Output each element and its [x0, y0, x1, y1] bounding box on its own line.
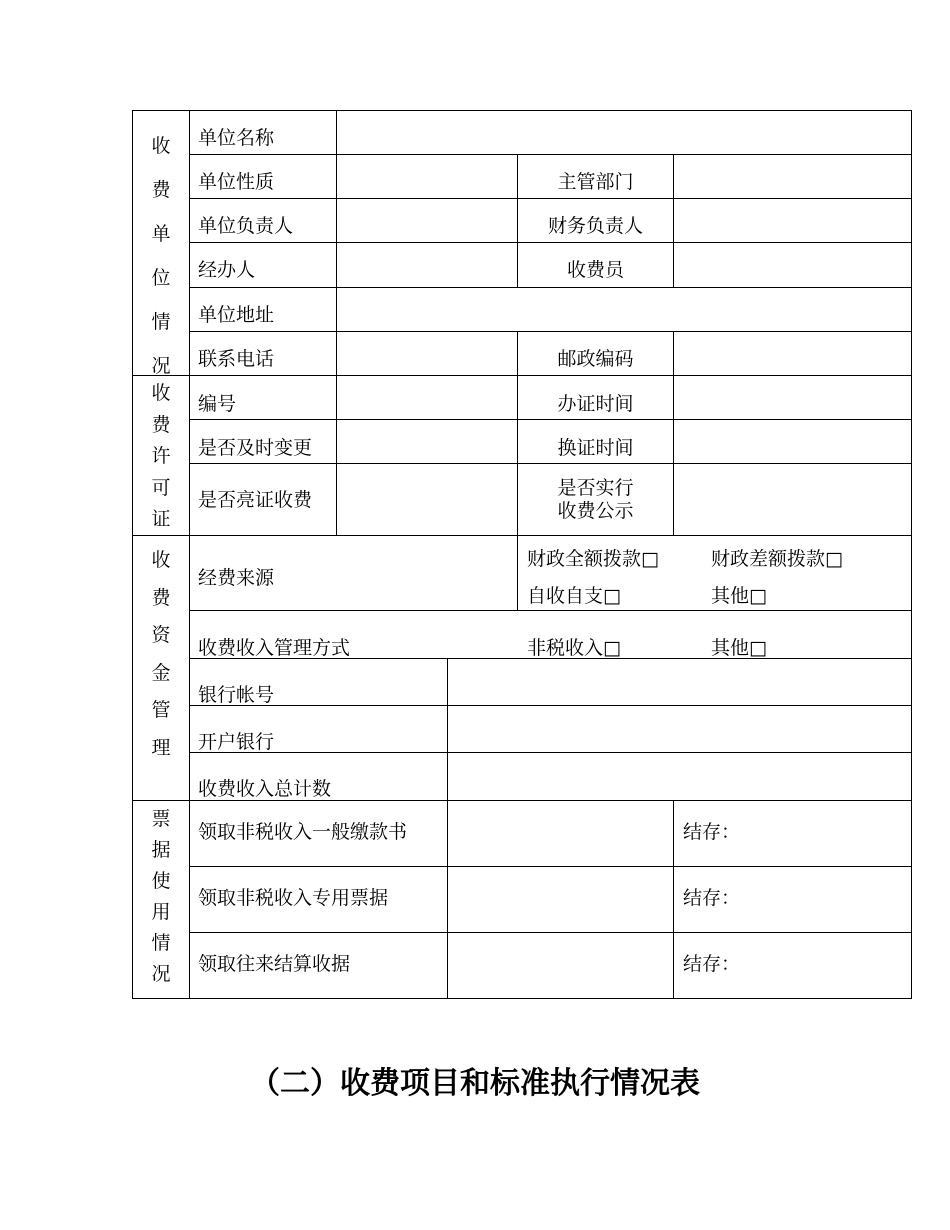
side-char: 况 — [151, 963, 171, 985]
table-border-top — [132, 110, 912, 111]
collector-label: 收费员 — [566, 259, 624, 281]
public-notice-label-line1: 是否实行 — [557, 477, 634, 499]
side-char: 许 — [151, 445, 171, 467]
bank-label: 开户银行 — [198, 731, 275, 753]
row-line — [189, 242, 912, 243]
unit-nature-label: 单位性质 — [198, 171, 275, 193]
col-line — [673, 154, 674, 287]
side-char: 使 — [151, 870, 171, 892]
side-char: 用 — [151, 901, 171, 923]
revenue-total-label: 收费收入总计数 — [198, 778, 332, 800]
supervising-dept-label: 主管部门 — [557, 171, 634, 193]
row-line — [189, 932, 912, 933]
side-label-bills — [150, 804, 172, 990]
row-line — [189, 752, 912, 753]
renew-time-label: 换证时间 — [557, 437, 634, 459]
address-label: 单位地址 — [198, 304, 275, 326]
side-char: 单 — [151, 223, 171, 245]
side-char: 资 — [151, 624, 171, 646]
side-char: 票 — [151, 808, 171, 830]
side-char: 收 — [151, 135, 171, 157]
side-char: 管 — [151, 699, 171, 721]
side-char: 据 — [151, 839, 171, 861]
side-char: 理 — [151, 736, 171, 759]
row-line — [189, 331, 912, 332]
side-char: 费 — [151, 413, 171, 436]
row-line — [189, 610, 912, 611]
option-full-appropriation[interactable]: 财政全额拨款□ — [527, 548, 659, 570]
finance-head-label: 财务负责人 — [547, 215, 643, 237]
side-char: 费 — [151, 586, 171, 609]
side-char: 收 — [151, 382, 171, 404]
phone-label: 联系电话 — [198, 348, 275, 370]
fund-source-label: 经费来源 — [198, 567, 275, 589]
section-line — [132, 535, 912, 536]
section-title: （二）收费项目和标准执行情况表 — [250, 1066, 700, 1101]
public-notice-label-line2: 收费公示 — [557, 500, 634, 522]
side-char: 可 — [151, 476, 171, 499]
option-other-mgmt[interactable]: 其他□ — [711, 637, 767, 659]
show-cert-label: 是否亮证收费 — [198, 489, 313, 511]
side-char: 金 — [151, 661, 171, 684]
option-diff-appropriation[interactable]: 财政差额拨款□ — [711, 548, 843, 570]
row-line — [189, 705, 912, 706]
col-line — [673, 331, 674, 536]
revenue-mgmt-label: 收费收入管理方式 — [198, 637, 351, 659]
row-line — [189, 866, 912, 867]
side-char: 位 — [151, 267, 171, 289]
side-char: 情 — [151, 311, 171, 333]
option-nontax-revenue[interactable]: 非税收入□ — [527, 637, 621, 659]
col-line — [189, 110, 190, 999]
settlement-receipt-label: 领取往来结算收据 — [198, 953, 351, 975]
section-line — [132, 375, 912, 376]
permit-number-label: 编号 — [198, 393, 237, 415]
side-char: 费 — [151, 179, 171, 201]
row-line — [189, 463, 912, 464]
row-line — [189, 419, 912, 420]
row-line — [189, 287, 912, 288]
side-label-unit — [150, 124, 172, 388]
bank-account-label: 银行帐号 — [198, 684, 275, 706]
balance-label: 结存： — [683, 821, 741, 843]
col-line — [447, 658, 448, 999]
handler-label: 经办人 — [198, 259, 256, 281]
balance-label: 结存： — [683, 953, 741, 975]
row-line — [189, 154, 912, 155]
timely-change-label: 是否及时变更 — [198, 437, 313, 459]
table-border-bottom — [132, 998, 912, 999]
general-receipt-label: 领取非税收入一般缴款书 — [198, 821, 408, 843]
side-label-permit — [150, 378, 172, 536]
row-line — [189, 198, 912, 199]
balance-label: 结存： — [683, 887, 741, 909]
table-border-left — [132, 110, 133, 999]
postcode-label: 邮政编码 — [557, 348, 634, 370]
option-other-source[interactable]: 其他□ — [711, 585, 767, 607]
special-bill-label: 领取非税收入专用票据 — [198, 887, 389, 909]
side-char: 收 — [151, 549, 171, 571]
unit-name-label: 单位名称 — [198, 127, 275, 149]
side-label-funds — [150, 542, 172, 767]
side-char: 况 — [151, 355, 171, 377]
issue-time-label: 办证时间 — [557, 393, 634, 415]
col-line — [673, 800, 674, 999]
col-line — [336, 110, 337, 536]
side-char: 证 — [151, 508, 171, 530]
unit-head-label: 单位负责人 — [198, 215, 294, 237]
option-self-funded[interactable]: 自收自支□ — [527, 585, 621, 607]
table-border-right — [911, 110, 912, 999]
side-char: 情 — [151, 932, 171, 954]
col-line — [517, 535, 518, 611]
